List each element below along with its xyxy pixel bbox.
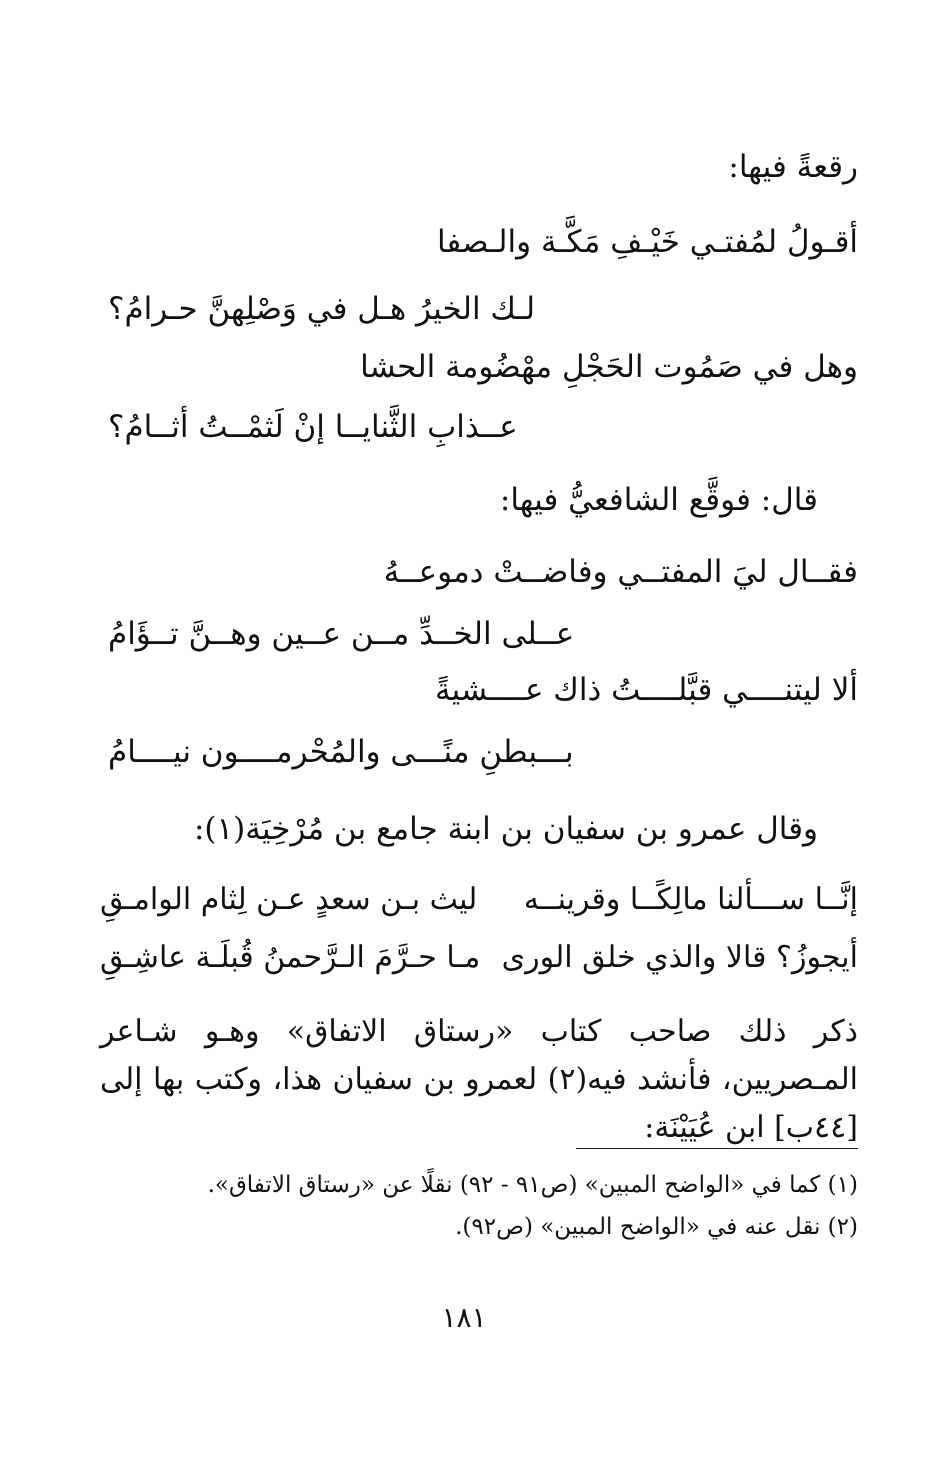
verse-4-first-hemistich: ألا ليتنــــي قبَّلــــتُ ذاك عــــشيةً (434, 672, 858, 708)
couplet-second-hemistich: ليث بـن سعدٍ عـن لِثام الوامـقِ (100, 882, 478, 917)
intro-line: رقعةً فيها: (728, 149, 858, 185)
prose-paragraph: ذكر ذلك صاحب كتاب «رستاق الاتفاق» وهـو شـاعر المـصريين، فأنشد فيه(٢) لعمرو بن سفيان هذا، وكتب بها إلى [٤٤ب] ابن عُيَيْنَة: (100, 1014, 858, 1145)
verse-4-second-hemistich: بـــبطنِ منًـــى والمُحْرمــــون نيــــامُ (108, 734, 574, 770)
couplet (100, 877, 858, 923)
couplet-second-hemistich: مـا حـرَّمَ الـرَّحمنُ قُبلَـة عاشِـقِ (100, 940, 481, 975)
verse-3-first-hemistich: فقــال ليَ المفتــي وفاضــتْ دموعــهُ (383, 554, 858, 590)
footnote-1: (١) كما في «الواضح المبين» (ص٩١ - ٩٢) نقلًا عن «رستاق الاتفاق». (207, 1172, 858, 1198)
qala-line: قال: فوقَّع الشافعيُّ فيها: (499, 482, 818, 518)
verse-3-second-hemistich: عــلى الخــدِّ مــن عــين وهــنَّ تــؤَامُ (108, 616, 575, 652)
verse-2-second-hemistich: عــذابِ الثَّنايــا إنْ لَثمْــتُ أثــامُ؟ (108, 409, 518, 445)
verse-1-second-hemistich: لـك الخيرُ هـل في وَصْلِهنَّ حـرامُ؟ (108, 291, 536, 327)
page-number: ١٨١ (441, 1301, 487, 1334)
verse-2-first-hemistich: وهل في صَمُوت الحَجْلِ مهْضُومة الحشا (360, 349, 858, 385)
footnote-separator (576, 1148, 858, 1149)
couplet-first-hemistich: إنَّــا ســـألنا مالِكًــا وقرينــه (523, 882, 858, 917)
footnote-2: (٢) نقل عنه في «الواضح المبين» (ص٩٢). (455, 1214, 858, 1240)
couplet (100, 935, 858, 981)
verse-1-first-hemistich: أقـولُ لمُفتـي خَيْـفِ مَكَّـة والـصفا (436, 224, 858, 260)
couplet-first-hemistich: أيجوزُ؟ قالا والذي خلق الورى (501, 940, 858, 975)
amr-intro-line: وقال عمرو بن سفيان بن ابنة جامع بن مُرْخِيَة(١): (193, 811, 818, 847)
